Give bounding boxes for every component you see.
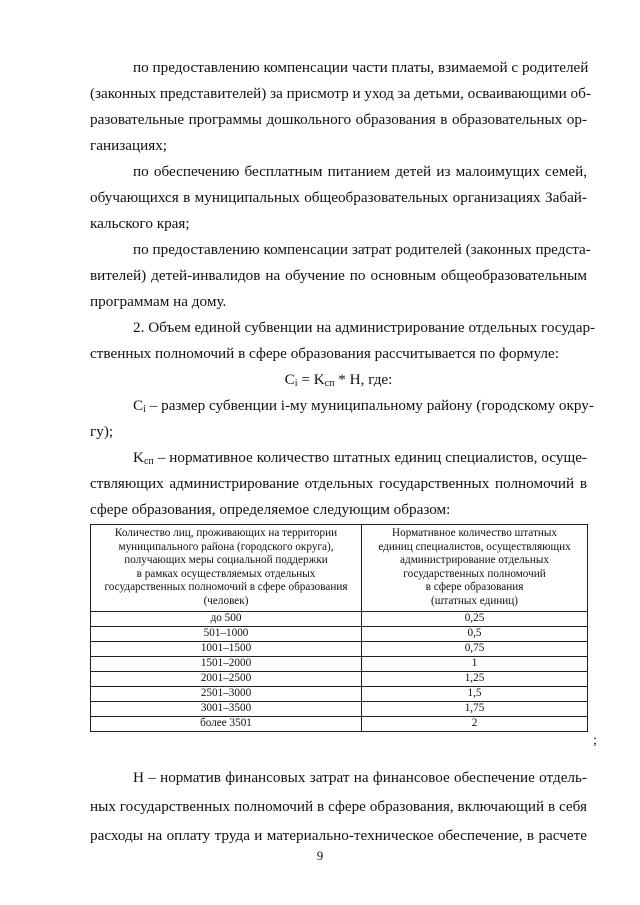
text-line: сфере образования, определяемое следующим образом: xyxy=(90,501,451,518)
header-line: Количество лиц, проживающих на территории xyxy=(114,527,338,539)
formula-lhs: C xyxy=(284,371,295,388)
text-line: вителей) детей-инвалидов на обучение по основным общеобразовательным xyxy=(90,267,587,284)
text-line: гу); xyxy=(90,423,114,440)
text-line: ганизациях; xyxy=(90,137,168,154)
table-row xyxy=(91,642,588,657)
text-line: программам на дому. xyxy=(90,293,227,310)
text-line: кальского края; xyxy=(90,215,190,232)
norm-cell: 1 xyxy=(362,657,588,672)
table-header-cell xyxy=(91,525,362,612)
symbol-sub: i xyxy=(143,404,146,415)
text-line xyxy=(133,448,587,468)
range-cell: более 3501 xyxy=(91,717,362,732)
header-line: (человек) xyxy=(203,594,249,607)
text-line: 2. Объем единой субвенции на администрирование отдельных государ- xyxy=(133,319,596,336)
header-line: в сфере образования xyxy=(425,581,524,593)
symbol: C xyxy=(133,397,144,414)
table-header-cell xyxy=(362,525,588,612)
norm-cell: 2 xyxy=(362,717,588,732)
header-line: (штатных единиц) xyxy=(430,594,518,607)
page-number: 9 xyxy=(316,848,324,863)
range-cell: 2001–2500 xyxy=(91,672,362,687)
formula xyxy=(90,370,587,390)
table-row xyxy=(91,612,588,627)
text-line: разовательные программы дошкольного образования в образовательных ор- xyxy=(90,111,587,128)
text-line: расходы на оплату труда и материально-техническое обеспечение, в расчете xyxy=(90,827,587,844)
text-line: обучающихся в муниципальных общеобразовательных организациях Забай- xyxy=(90,189,587,206)
text-line: ствляющих администрирование отдельных государственных полномочий в xyxy=(90,475,587,492)
norm-cell: 1,75 xyxy=(362,702,588,717)
range-cell: до 500 xyxy=(91,612,362,627)
norm-cell: 0,25 xyxy=(362,612,588,627)
table-header-row xyxy=(91,525,588,612)
table-row xyxy=(91,657,588,672)
text-line: по предоставлению компенсации затрат родителей (законных предста- xyxy=(133,241,591,258)
norm-cell: 0,75 xyxy=(362,642,588,657)
formula-eq: = K xyxy=(297,371,325,388)
formula-k-sub: сп xyxy=(324,378,335,389)
table-row xyxy=(91,717,588,732)
header-line: в рамках осуществляемых отдельных xyxy=(136,567,316,580)
header-line: администрирование отдельных xyxy=(400,554,549,566)
symbol: K xyxy=(133,449,144,466)
range-cell: 2501–3000 xyxy=(91,687,362,702)
text-line: (законных представителей) за присмотр и уход за детьми, осваивающими об- xyxy=(90,85,591,102)
text-line: по обеспечению бесплатным питанием детей из малоимущих семей, xyxy=(133,163,587,180)
header-line: получающих меры социальной поддержки xyxy=(124,554,328,566)
text-line xyxy=(133,396,594,416)
staff-norm-table xyxy=(90,524,588,732)
header-line: муниципального района (городского округа), xyxy=(118,540,334,553)
header-line: государственных полномочий xyxy=(403,567,546,580)
range-cell: 3001–3500 xyxy=(91,702,362,717)
table-row xyxy=(91,672,588,687)
range-cell: 501–1000 xyxy=(91,627,362,642)
norm-cell: 0,5 xyxy=(362,627,588,642)
header-line: государственных полномочий в сфере образования xyxy=(104,581,348,593)
formula-rest: * Н, где: xyxy=(334,371,393,388)
norm-cell: 1,5 xyxy=(362,687,588,702)
text-line: по предоставлению компенсации части платы, взимаемой с родителей xyxy=(133,59,589,76)
table-row xyxy=(91,627,588,642)
text-line: ственных полномочий в сфере образования рассчитывается по формуле: xyxy=(90,345,559,362)
text-fragment: – размер субвенции i-му муниципальному району (городскому окру- xyxy=(145,397,594,414)
trailing-semicolon: ; xyxy=(593,733,597,748)
text-line: ных государственных полномочий в сфере образования, включающий в себя xyxy=(90,798,587,815)
header-line: единиц специалистов, осуществляющих xyxy=(378,540,571,553)
range-cell: 1501–2000 xyxy=(91,657,362,672)
formula-lhs-sub: i xyxy=(294,378,298,389)
norm-cell: 1,25 xyxy=(362,672,588,687)
text-line: Н – норматив финансовых затрат на финансовое обеспечение отдель- xyxy=(133,769,587,786)
range-cell: 1001–1500 xyxy=(91,642,362,657)
header-line: Нормативное количество штатных xyxy=(392,527,557,539)
symbol-sub: сп xyxy=(143,456,154,467)
table-row xyxy=(91,702,588,717)
table-row xyxy=(91,687,588,702)
text-fragment: – нормативное количество штатных единиц специалистов, осуще- xyxy=(153,449,587,466)
